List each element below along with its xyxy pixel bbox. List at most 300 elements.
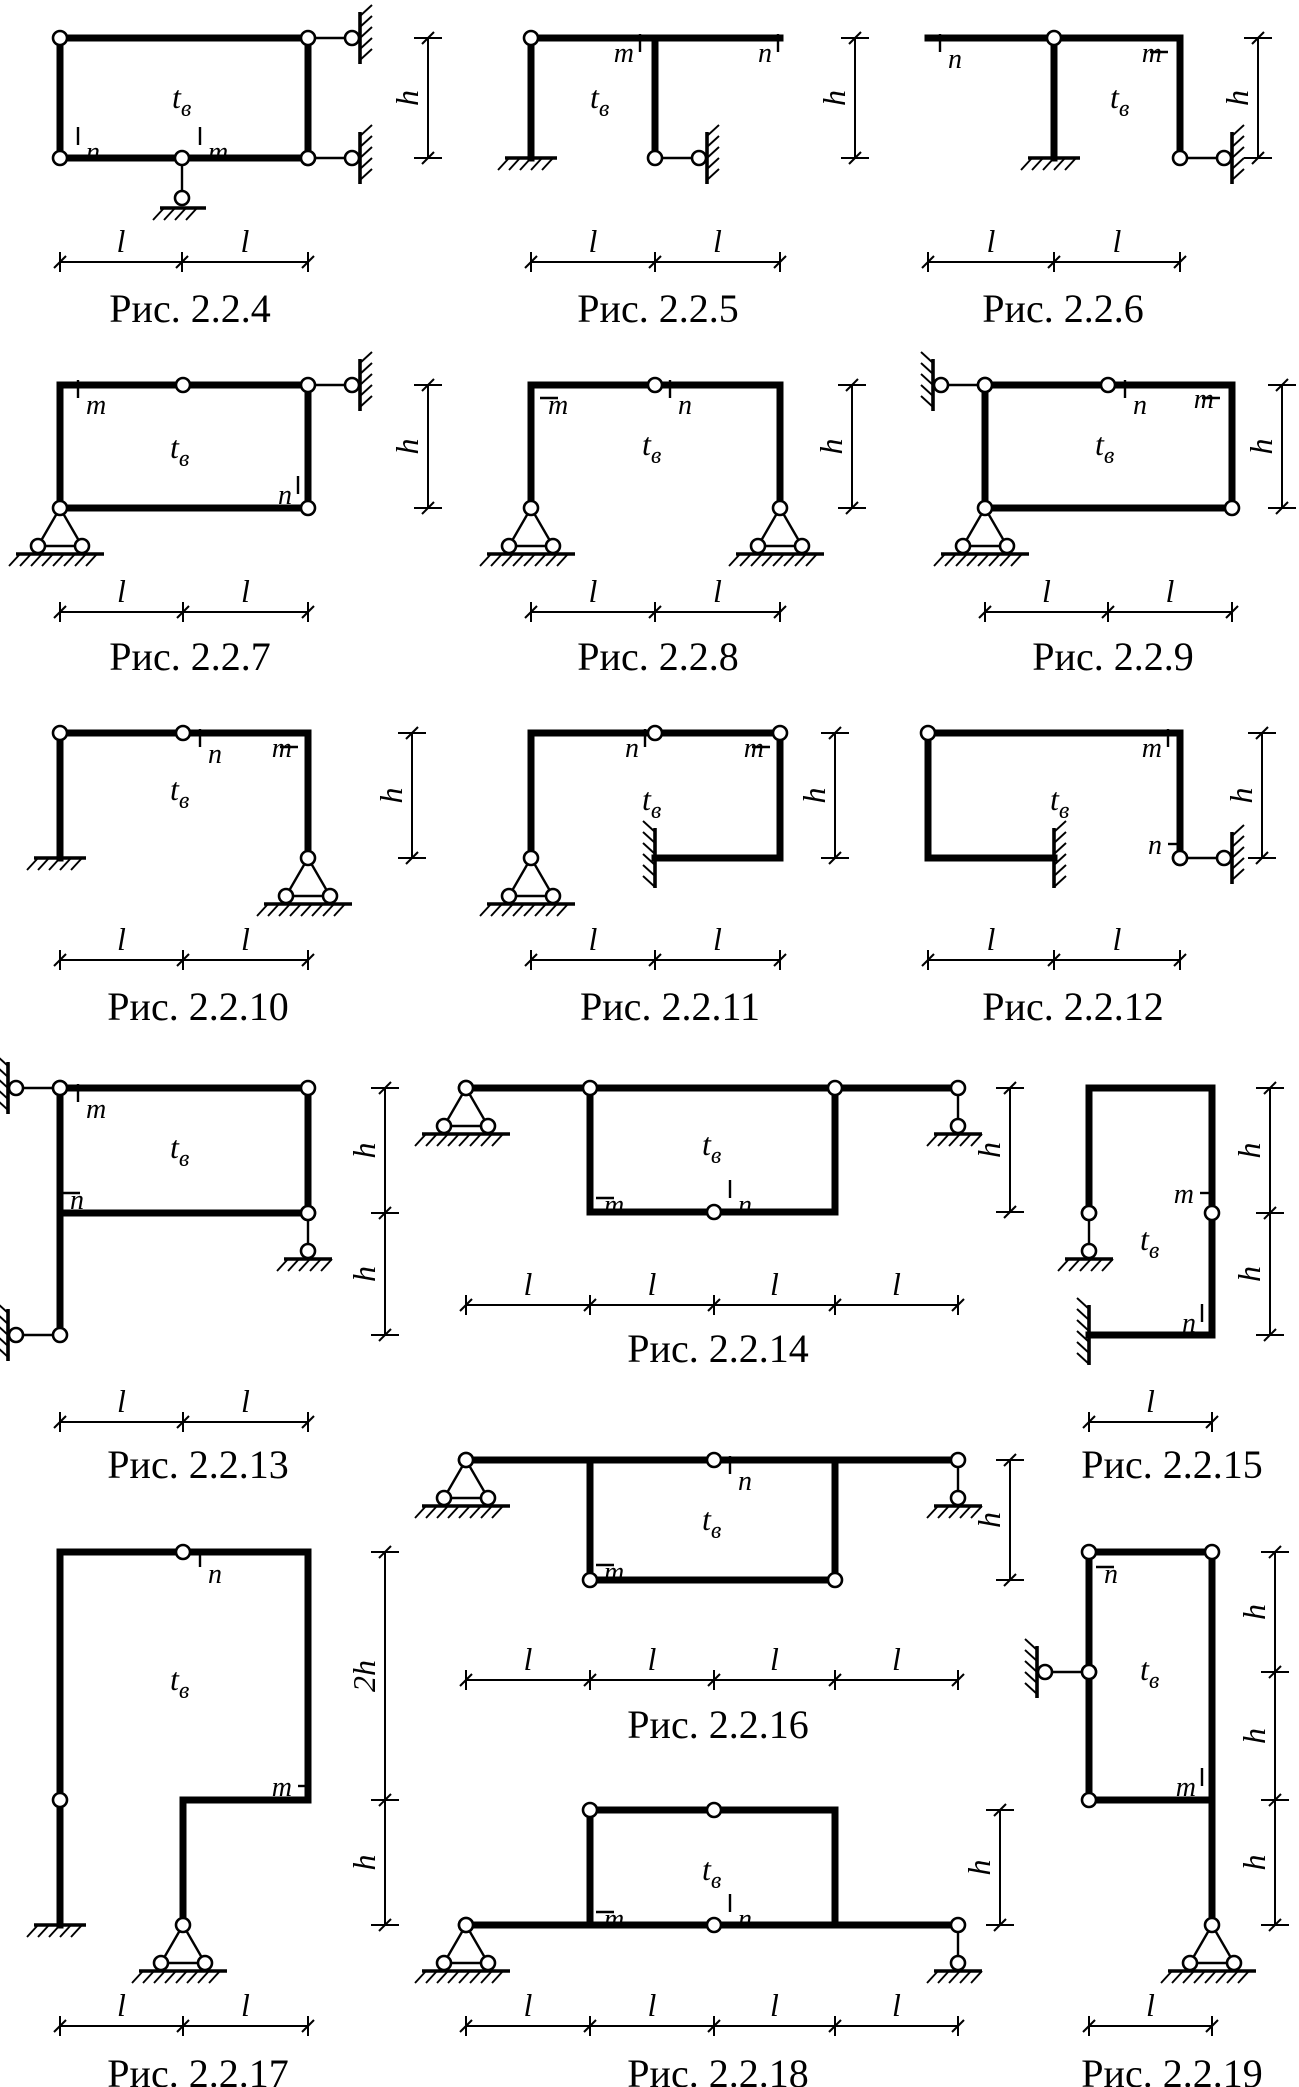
wall-hatch [1232, 825, 1244, 836]
hinge-node [75, 539, 89, 553]
ground-hatch [415, 1506, 426, 1518]
ground-hatch [481, 1971, 492, 1983]
ground-hatch [492, 1971, 503, 1983]
hinge-node [707, 1918, 721, 1932]
ground-hatch [1161, 1971, 1172, 1983]
ground-hatch [480, 904, 491, 916]
hinge-node [502, 539, 516, 553]
height-label: h [816, 90, 852, 106]
span-label: l [117, 573, 126, 609]
point-label-n: n [738, 1466, 752, 1497]
hinge-node [437, 1491, 451, 1505]
wall-hatch [1054, 876, 1066, 887]
hinge-node [692, 151, 706, 165]
temperature-label: $t_в$ [170, 1661, 190, 1704]
point-label-m: m [604, 1190, 625, 1221]
height-label: h [346, 1142, 382, 1159]
hinge-node [773, 501, 787, 515]
hinge-node [546, 539, 560, 553]
hinge-node [978, 378, 992, 392]
height-label: h [1223, 787, 1259, 804]
ground-hatch [498, 158, 509, 170]
ground-hatch [1216, 1971, 1227, 1983]
span-label: l [986, 921, 996, 957]
figure-caption: Рис. 2.2.6 [982, 286, 1144, 331]
ground-hatch [481, 1506, 492, 1518]
span-label: l [241, 1383, 250, 1419]
point-label-n: n [1104, 1559, 1118, 1590]
hinge-node [524, 851, 538, 865]
hinge-node [978, 501, 992, 515]
hinge-node [481, 1491, 495, 1505]
temperature-label: $t_в$ [170, 771, 190, 814]
ground-hatch [492, 1134, 503, 1146]
hinge-node [323, 889, 337, 903]
ground-hatch [1080, 1259, 1091, 1271]
span-label: l [1112, 921, 1122, 957]
hinge-node [1205, 1206, 1219, 1220]
ground-hatch [470, 1134, 481, 1146]
height-label: h [1243, 438, 1279, 455]
point-label-n: n [948, 44, 962, 75]
ground-hatch [470, 1971, 481, 1983]
hinge-node [583, 1081, 597, 1095]
wall-hatch [1232, 169, 1244, 180]
point-label-m: m [86, 1094, 107, 1125]
hinge-node [1038, 1665, 1052, 1679]
wall-hatch [0, 1302, 8, 1313]
wall-hatch [1232, 836, 1244, 847]
hinge-node [176, 726, 190, 740]
hinge-node [951, 1956, 965, 1970]
figure-caption: Рис. 2.2.13 [107, 1442, 289, 1487]
hinge-node [345, 378, 359, 392]
hinge-node [53, 151, 67, 165]
ground-hatch [187, 1971, 198, 1983]
ground-hatch [960, 1506, 971, 1518]
fig-2-2-7 [9, 352, 442, 679]
hinge-node [1217, 851, 1231, 865]
figure-caption: Рис. 2.2.10 [107, 984, 289, 1029]
span-label: l [1146, 1383, 1155, 1419]
fig-2-2-9 [921, 352, 1296, 679]
height-label: h [346, 1266, 382, 1282]
ground-hatch [1172, 1971, 1183, 1983]
ground-hatch [960, 1971, 971, 1983]
hinge-node [301, 378, 315, 392]
point-label-n: n [738, 1904, 752, 1935]
ground-hatch [448, 1134, 459, 1146]
span-label: l [770, 1641, 779, 1677]
height-label: h [373, 787, 409, 804]
ground-hatch [927, 1134, 938, 1146]
ground-hatch [934, 554, 945, 566]
hinge-node [345, 31, 359, 45]
ground-hatch [176, 1971, 187, 1983]
ground-hatch [1069, 1259, 1080, 1271]
ground-hatch [38, 1925, 49, 1937]
ground-hatch [448, 1506, 459, 1518]
hinge-node [1047, 31, 1061, 45]
wall-hatch [707, 125, 719, 136]
span-label: l [770, 1266, 779, 1302]
span-label: l [713, 573, 722, 609]
span-label: l [986, 223, 996, 259]
ground-hatch [153, 208, 164, 220]
span-label: l [117, 1383, 126, 1419]
point-label-m: m [1141, 733, 1162, 764]
fig-2-2-16 [415, 1453, 1024, 1747]
span-label: l [647, 1987, 657, 2023]
height-label: h [796, 787, 832, 804]
wall-hatch [360, 5, 372, 16]
ground-hatch [426, 1971, 437, 1983]
hinge-node [921, 726, 935, 740]
ground-hatch [1194, 1971, 1205, 1983]
ground-hatch [470, 1506, 481, 1518]
height-label: h [971, 1512, 1007, 1528]
temperature-label: $t_в$ [172, 79, 192, 122]
ground-hatch [949, 1134, 960, 1146]
ground-hatch [257, 904, 268, 916]
ground-hatch [448, 1971, 459, 1983]
wall-hatch [0, 1055, 8, 1066]
figure-caption: Рис. 2.2.18 [627, 2051, 809, 2087]
hinge-node [707, 1205, 721, 1219]
temperature-label: $t_в$ [170, 429, 190, 472]
temperature-label: $t_в$ [1140, 1651, 1160, 1694]
span-label: l [892, 1987, 901, 2023]
hinge-node [1082, 1665, 1096, 1679]
figure-caption: Рис. 2.2.4 [109, 286, 271, 331]
ground-hatch [426, 1506, 437, 1518]
span-label: l [241, 573, 250, 609]
point-label-m: m [613, 38, 634, 69]
hinge-node [956, 539, 970, 553]
fig-2-2-13 [0, 1055, 399, 1487]
span-label: l [241, 1987, 250, 2023]
span-label: l [117, 921, 126, 957]
hinge-node [583, 1573, 597, 1587]
fig-2-2-18 [415, 1803, 1014, 2087]
hinge-node [459, 1453, 473, 1467]
wall-hatch [1232, 158, 1244, 169]
ground-hatch [927, 1506, 938, 1518]
point-label-n: n [1182, 1308, 1196, 1339]
ground-hatch [949, 1506, 960, 1518]
figure-caption: Рис. 2.2.7 [109, 634, 271, 679]
wall-hatch [360, 125, 372, 136]
ground-hatch [1102, 1259, 1113, 1271]
height-label: h [971, 1142, 1007, 1158]
temperature-label: $t_в$ [702, 1851, 722, 1894]
hinge-node [437, 1956, 451, 1970]
ground-hatch [132, 1971, 143, 1983]
ground-hatch [198, 1971, 209, 1983]
hinge-node [198, 1956, 212, 1970]
frame-member [60, 1552, 308, 1925]
ground-hatch [299, 1259, 310, 1271]
ground-hatch [437, 1971, 448, 1983]
hinge-node [828, 1573, 842, 1587]
span-label: l [588, 573, 598, 609]
fig-2-2-15 [1058, 1082, 1284, 1487]
hinge-node [53, 1081, 67, 1095]
hinge-node [707, 1803, 721, 1817]
hinge-node [648, 378, 662, 392]
temperature-label: $t_в$ [702, 1501, 722, 1544]
temperature-label: $t_в$ [170, 1129, 190, 1172]
hinge-node [1082, 1244, 1096, 1258]
hinge-node [53, 726, 67, 740]
hinge-node [279, 889, 293, 903]
height-label: h [389, 438, 425, 455]
figure-caption: Рис. 2.2.14 [627, 1326, 809, 1371]
hinge-node [648, 151, 662, 165]
ground-hatch [459, 1971, 470, 1983]
hinge-node [301, 1244, 315, 1258]
hinge-node [795, 539, 809, 553]
temperature-label: $t_в$ [702, 1126, 722, 1169]
ground-hatch [1238, 1971, 1249, 1983]
height-label: h [1236, 1854, 1272, 1871]
span-label: l [713, 921, 722, 957]
point-label-m: m [604, 1904, 625, 1935]
ground-hatch [960, 1134, 971, 1146]
hinge-node [459, 1918, 473, 1932]
temperature-label: $t_в$ [1110, 79, 1130, 122]
ground-hatch [492, 1506, 503, 1518]
hinge-node [53, 501, 67, 515]
span-label: l [647, 1266, 657, 1302]
hinge-node [175, 151, 189, 165]
wall-hatch [1232, 125, 1244, 136]
ground-hatch [9, 554, 20, 566]
wall-hatch [1232, 147, 1244, 158]
ground-hatch [1227, 1971, 1238, 1983]
point-label-m: m [1175, 1772, 1196, 1803]
fig-2-2-17 [27, 1545, 399, 2087]
point-label-m: m [86, 390, 107, 421]
ground-hatch [1058, 1259, 1069, 1271]
point-label-m: m [1141, 38, 1162, 69]
span-label: l [713, 223, 722, 259]
ground-hatch [310, 1259, 321, 1271]
hinge-node [1082, 1545, 1096, 1559]
wall-hatch [360, 352, 372, 363]
hinge-node [459, 1081, 473, 1095]
span-label: l [770, 1987, 779, 2023]
ground-hatch [71, 1925, 82, 1937]
height-label: h [961, 1859, 997, 1876]
ground-hatch [459, 1134, 470, 1146]
ground-hatch [1183, 1971, 1194, 1983]
wall-hatch [1025, 1639, 1037, 1650]
hinge-node [176, 378, 190, 392]
double-height-label: 2h [346, 1660, 382, 1692]
ground-hatch [27, 1925, 38, 1937]
point-label-n: n [208, 739, 222, 770]
hinge-node [1227, 1956, 1241, 1970]
hinge-node [437, 1119, 451, 1133]
point-label-m: m [271, 733, 292, 764]
hinge-node [773, 726, 787, 740]
span-label: l [588, 921, 598, 957]
fig-2-2-4 [53, 5, 442, 331]
wall-hatch [1077, 1298, 1089, 1309]
ground-hatch [938, 1134, 949, 1146]
hinge-node [1173, 151, 1187, 165]
span-label: l [1165, 573, 1175, 609]
hinge-node [301, 31, 315, 45]
ground-hatch [927, 1971, 938, 1983]
hinge-node [301, 501, 315, 515]
fig-2-2-6 [922, 31, 1272, 331]
fig-2-2-19 [1025, 1545, 1289, 2087]
ground-hatch [480, 554, 491, 566]
point-label-n: n [208, 1559, 222, 1590]
hinge-node [828, 1081, 842, 1095]
span-label: l [647, 1641, 657, 1677]
point-label-n: n [86, 137, 100, 168]
wall-hatch [921, 352, 933, 363]
hinge-node [707, 1453, 721, 1467]
figure-caption: Рис. 2.2.19 [1081, 2051, 1263, 2087]
ground-hatch [426, 1134, 437, 1146]
hinge-node [502, 889, 516, 903]
wall-hatch [1054, 832, 1066, 843]
ground-hatch [288, 1259, 299, 1271]
figure-caption: Рис. 2.2.11 [580, 984, 760, 1029]
fig-2-2-8 [480, 378, 866, 679]
ground-hatch [437, 1134, 448, 1146]
height-label: h [1236, 1728, 1272, 1744]
point-label-m: m [271, 1772, 292, 1803]
span-label: l [523, 1266, 533, 1302]
point-label-m: m [1173, 1179, 1194, 1210]
hinge-node [648, 726, 662, 740]
hinge-node [481, 1119, 495, 1133]
wall-hatch [1054, 843, 1066, 854]
hinge-node [345, 151, 359, 165]
hinge-node [176, 1918, 190, 1932]
span-label: l [1042, 573, 1051, 609]
frame-member [1089, 1552, 1212, 1925]
ground-hatch [1021, 158, 1032, 170]
hinge-node [524, 501, 538, 515]
hinge-node [751, 539, 765, 553]
hinge-node [1205, 1545, 1219, 1559]
figure-caption: Рис. 2.2.12 [982, 984, 1164, 1029]
wall-hatch [1232, 847, 1244, 858]
ground-hatch [971, 1971, 982, 1983]
point-label-m: m [208, 137, 229, 168]
hinge-node [951, 1491, 965, 1505]
span-label: l [892, 1266, 901, 1302]
height-label: h [1219, 90, 1255, 106]
hinge-node [951, 1081, 965, 1095]
figure-caption: Рис. 2.2.17 [107, 2051, 289, 2087]
temperature-label: $t_в$ [1050, 781, 1070, 824]
hinge-node [301, 851, 315, 865]
figure-caption: Рис. 2.2.9 [1032, 634, 1194, 679]
hinge-node [176, 1545, 190, 1559]
ground-hatch [415, 1134, 426, 1146]
frame-member [1089, 1088, 1212, 1335]
span-label: l [1146, 1987, 1155, 2023]
point-label-n: n [678, 390, 692, 421]
hinge-node [951, 1119, 965, 1133]
fig-2-2-12 [921, 726, 1276, 1029]
point-label-m: m [743, 733, 764, 764]
ground-hatch [415, 1971, 426, 1983]
point-label-n: n [758, 38, 772, 69]
fig-2-2-14 [415, 1081, 1024, 1371]
fig-2-2-10 [27, 726, 426, 1029]
hinge-node [154, 1956, 168, 1970]
hinge-node [1082, 1206, 1096, 1220]
point-label-n: n [1133, 390, 1147, 421]
height-label: h [1231, 1142, 1267, 1159]
ground-hatch [321, 1259, 332, 1271]
ground-hatch [1205, 1971, 1216, 1983]
ground-hatch [143, 1971, 154, 1983]
hinge-node [1101, 378, 1115, 392]
hinge-node [481, 1956, 495, 1970]
ground-hatch [938, 1971, 949, 1983]
point-label-m: m [548, 390, 569, 421]
point-label-n: n [1148, 830, 1162, 861]
hinge-node [1173, 851, 1187, 865]
ground-hatch [49, 1925, 60, 1937]
wall-hatch [1232, 869, 1244, 880]
hinge-node [524, 31, 538, 45]
hinge-node [951, 1453, 965, 1467]
span-label: l [523, 1987, 533, 2023]
temperature-label: $t_в$ [1140, 1221, 1160, 1264]
span-label: l [117, 1987, 126, 2023]
ground-hatch [154, 1971, 165, 1983]
height-label: h [813, 438, 849, 455]
hinge-node [53, 1793, 67, 1807]
wall-hatch [1054, 865, 1066, 876]
hinge-node [301, 1206, 315, 1220]
ground-hatch [165, 1971, 176, 1983]
height-label: h [346, 1854, 382, 1871]
hinge-node [175, 191, 189, 205]
ground-hatch [481, 1134, 492, 1146]
height-label: h [1236, 1604, 1272, 1620]
span-label: l [892, 1641, 901, 1677]
hinge-node [53, 1328, 67, 1342]
height-label: h [389, 90, 425, 106]
point-label-n: n [278, 480, 292, 511]
span-label: l [1112, 223, 1122, 259]
ground-hatch [27, 858, 38, 870]
figure-caption: Рис. 2.2.16 [627, 1702, 809, 1747]
figure-caption: Рис. 2.2.5 [577, 286, 739, 331]
hinge-node [53, 31, 67, 45]
wall-hatch [1232, 136, 1244, 147]
span-label: l [523, 1641, 533, 1677]
wall-hatch [1232, 858, 1244, 869]
hinge-node [583, 1803, 597, 1817]
hinge-node [31, 539, 45, 553]
ground-hatch [459, 1506, 470, 1518]
ground-hatch [1091, 1259, 1102, 1271]
hinge-node [1225, 501, 1239, 515]
hinge-node [934, 378, 948, 392]
